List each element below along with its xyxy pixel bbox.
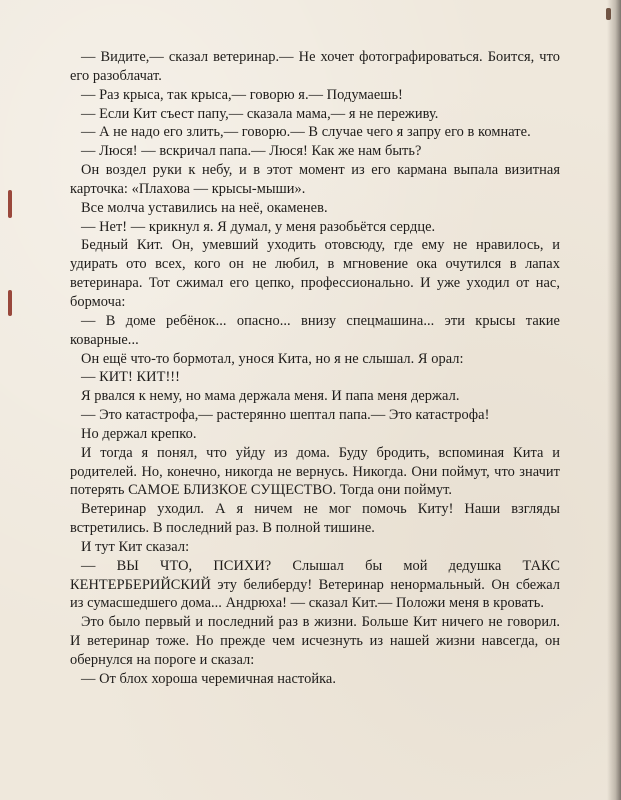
paragraph: — Видите,— сказал ветеринар.— Не хочет фотографироваться. Боится, что его разоблачат.	[70, 49, 560, 84]
ink-stain	[8, 190, 12, 218]
paragraph: Это было первый и последний раз в жизни. Больше Кит ничего не говорил. И ветеринар тоже. Но прежде чем исчезнуть из нашей жизни навсегда, он обернулся на пороге и сказал:	[70, 614, 560, 668]
paragraph: — В доме ребёнок... опасно... внизу спецмашина... эти крысы такие коварные...	[70, 312, 560, 348]
paragraph: — Это катастрофа,— растерянно шептал папа.— Это катастрофа!	[81, 407, 490, 424]
paragraph: И тогда я понял, что уйду из дома. Буду бродить, вспоминая Кита и родителей. Но, конечно, никогда не вернусь. Никогда. Они поймут, что значит потерять САМОЕ БЛИЗКОЕ СУЩЕСТВО. Тогда они поймут.	[70, 444, 560, 499]
ink-stain	[606, 8, 611, 20]
paragraph: И тут Кит сказал:	[81, 538, 190, 555]
page-text	[70, 48, 560, 689]
paragraph: Все молча уставились на неё, окаменев.	[81, 199, 328, 216]
paragraph: Но держал крепко.	[81, 425, 197, 442]
ink-stain	[8, 290, 12, 316]
page-spine-shadow	[607, 0, 621, 800]
paragraph: — КИТ! КИТ!!!	[81, 369, 180, 386]
paragraph: — Если Кит съест папу,— сказала мама,— я не переживу.	[81, 105, 439, 122]
paragraph: — От блох хороша черемичная настойка.	[81, 670, 336, 687]
paragraph: Он ещё что-то бормотал, унося Кита, но я не слышал. Я орал:	[81, 350, 464, 367]
paragraph: — Раз крыса, так крыса,— говорю я.— Подумаешь!	[81, 86, 403, 103]
paragraph: Ветеринар уходил. А я ничем не мог помочь Киту! Наши взгляды встретились. В последний раз. В полной тишине.	[70, 501, 560, 537]
paragraph: — Люся! — вскричал папа.— Люся! Как же нам быть?	[81, 143, 422, 160]
paragraph: Он воздел руки к небу, и в этот момент из его кармана выпала визитная карточка: «Плахова — крысы-мыши».	[70, 162, 560, 197]
paragraph: Бедный Кит. Он, умевший уходить отовсюду, где ему не нравилось, и удирать ото всех, кого он не любил, в мгновение ока очутился в лапах ветеринара. Тот сжимал его цепко, профессионально. И уже уходил от нас, бормоча:	[70, 237, 560, 310]
paragraph: Я рвался к нему, но мама держала меня. И папа меня держал.	[81, 388, 460, 405]
paragraph: — ВЫ ЧТО, ПСИХИ? Слышал бы мой дедушка ТАКС КЕНТЕРБЕРИЙСКИЙ эту белиберду! Ветеринар ненормальный. Он сбежал из сумасшедшего дома... Андрюха! — сказал Кит.— Положи меня в кровать.	[70, 557, 560, 612]
paragraph: — А не надо его злить,— говорю.— В случае чего я запру его в комнате.	[81, 124, 531, 141]
paragraph: — Нет! — крикнул я. Я думал, у меня разобьётся сердце.	[81, 218, 436, 235]
